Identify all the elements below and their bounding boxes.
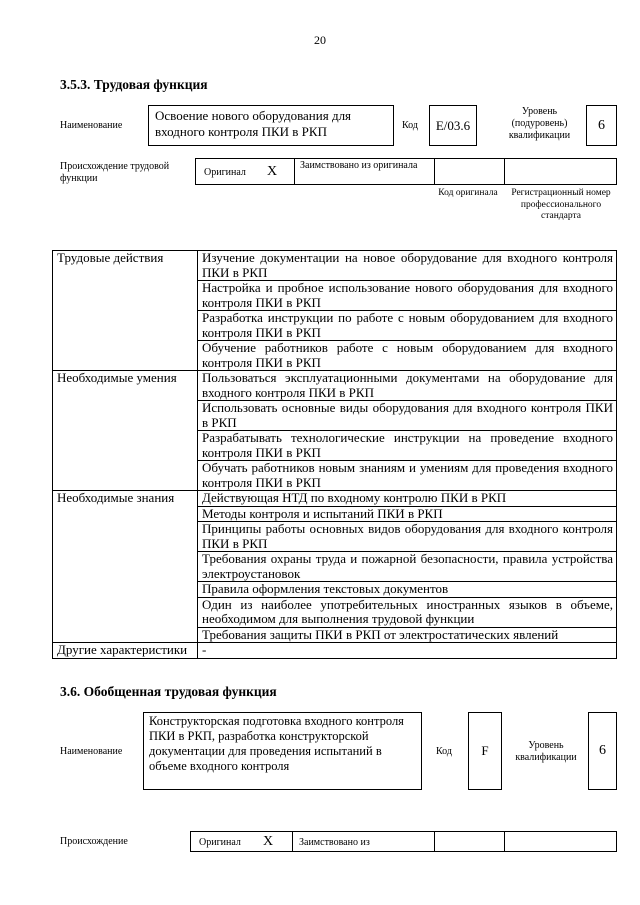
- section-heading-labor-function: 3.5.3. Трудовая функция: [60, 77, 208, 92]
- table-cell: Использовать основные виды оборудования для входного контроля ПКИ в РКП: [198, 401, 617, 431]
- origin-label: Происхождение трудовой функции: [60, 161, 170, 184]
- qualification-level-field: 6: [588, 712, 617, 790]
- borrowed-label: Заимствовано из оригинала: [300, 160, 418, 171]
- table-cell: Обучать работников новым знаниям и умениям для проведения входного контроля ПКИ в РКП: [198, 461, 617, 491]
- table-cell: Требования охраны труда и пожарной безопасности, правила устройства электроустановок: [198, 552, 617, 582]
- code-label: Код: [436, 746, 452, 757]
- function-name-field: Освоение нового оборудования для входного контроля ПКИ в РКП: [148, 105, 394, 146]
- table-row: [53, 371, 617, 401]
- cell-divider: [434, 159, 435, 184]
- qualification-level-label: Уровень (подуровень) квалификации: [508, 106, 571, 141]
- registration-number-caption: Регистрационный номер профессионального стандарта: [511, 188, 611, 221]
- category-cell: Трудовые действия: [53, 251, 198, 371]
- borrowed-label: Заимствовано из: [299, 837, 370, 848]
- labor-function-table: [52, 250, 617, 659]
- original-mark: X: [263, 834, 274, 849]
- code-label: Код: [402, 120, 418, 131]
- origin-label: Происхождение: [60, 836, 128, 847]
- cell-divider: [292, 832, 293, 851]
- origin-row: [190, 831, 617, 852]
- table-row: [53, 643, 617, 659]
- table-cell: Разработка инструкции по работе с новым оборудованием для входного контроля ПКИ в РКП: [198, 311, 617, 341]
- qualification-level-label: Уровень квалификации: [515, 740, 577, 763]
- table-cell: Методы контроля и испытаний ПКИ в РКП: [198, 506, 617, 522]
- code-field: F: [468, 712, 502, 790]
- name-label: Наименование: [60, 746, 123, 757]
- table-cell: Настройка и пробное использование нового оборудования для входного контроля ПКИ в РКП: [198, 281, 617, 311]
- category-cell: Необходимые умения: [53, 371, 198, 491]
- cell-divider: [504, 832, 505, 851]
- original-label: Оригинал: [204, 167, 246, 178]
- table-cell: Обучение работников работе с новым оборудованием для входного контроля ПКИ в РКП: [198, 341, 617, 371]
- origin-row: [195, 158, 617, 185]
- table-row: [53, 491, 617, 507]
- cell-divider: [434, 832, 435, 851]
- cell-divider: [294, 159, 295, 184]
- cell-divider: [504, 159, 505, 184]
- table-cell: Действующая НТД по входному контролю ПКИ в РКП: [198, 491, 617, 507]
- table-cell: Пользоваться эксплуатационными документами на оборудование для входного контроля ПКИ в РКП: [198, 371, 617, 401]
- table-cell: Разрабатывать технологические инструкции на проведение входного контроля ПКИ в РКП: [198, 431, 617, 461]
- qualification-level-field: 6: [586, 105, 617, 146]
- original-mark: X: [267, 164, 278, 179]
- table-cell: -: [198, 643, 617, 659]
- code-field: E/03.6: [429, 105, 477, 146]
- name-label: Наименование: [60, 120, 123, 131]
- table-cell: Принципы работы основных видов оборудования для входного контроля ПКИ в РКП: [198, 522, 617, 552]
- original-label: Оригинал: [199, 837, 241, 848]
- category-cell: Другие характеристики: [53, 643, 198, 659]
- table-cell: Один из наиболее употребительных иностранных языков в объеме, необходимом для выполнения трудовой функции: [198, 597, 617, 627]
- section-heading-generalized-function: 3.6. Обобщенная трудовая функция: [60, 684, 277, 699]
- category-cell: Необходимые знания: [53, 491, 198, 643]
- table-cell: Требования защиты ПКИ в РКП от электростатических явлений: [198, 627, 617, 643]
- page-number: 20: [314, 33, 326, 47]
- origin-code-caption: Код оригинала: [438, 188, 498, 198]
- table-cell: Изучение документации на новое оборудование для входного контроля ПКИ в РКП: [198, 251, 617, 281]
- table-cell: Правила оформления текстовых документов: [198, 582, 617, 598]
- function-name-field: Конструкторская подготовка входного контроля ПКИ в РКП, разработка конструкторской документации для проведения испытаний в объеме входного контроля: [143, 712, 422, 790]
- table-row: [53, 251, 617, 281]
